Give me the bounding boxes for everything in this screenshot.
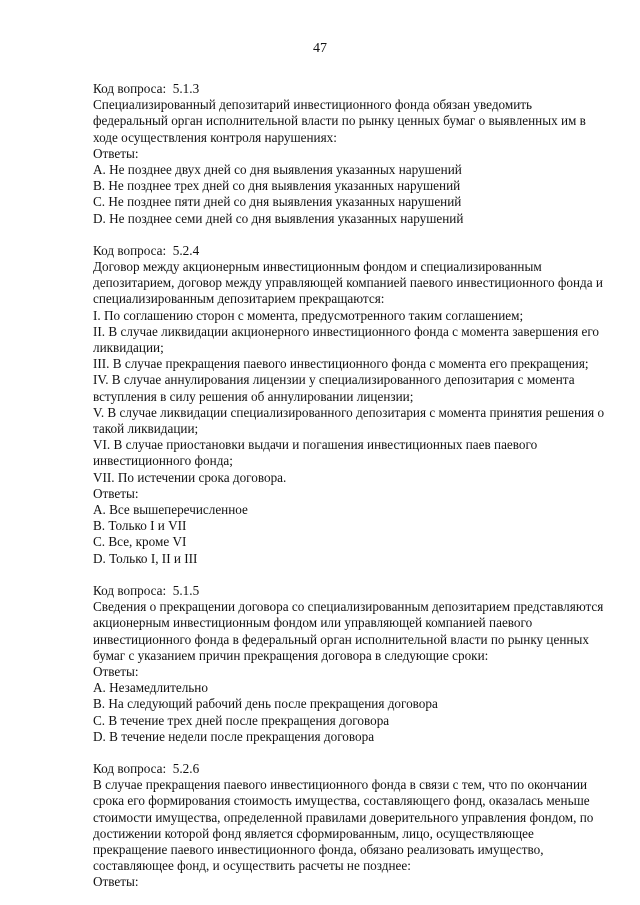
- question-text-line: достижении которой фонд является сформированным, лицо, осуществляющее: [93, 825, 534, 841]
- block-spacer: [93, 227, 605, 243]
- question-code: Код вопроса: 5.2.4: [93, 242, 200, 258]
- question-block: [93, 583, 605, 745]
- question-text-line: Специализированный депозитарий инвестиционного фонда обязан уведомить: [93, 97, 533, 113]
- answers-label: Ответы:: [93, 874, 139, 890]
- question-code: Код вопроса: 5.1.5: [93, 582, 200, 598]
- question-text-line: Сведения о прекращении договора со специализированным депозитарием представляются: [93, 599, 604, 615]
- question-text-line: ликвидации;: [93, 340, 164, 356]
- question-block: [93, 81, 605, 227]
- answer-option: A. Не позднее двух дней со дня выявления указанных нарушений: [93, 162, 462, 178]
- question-text-line: II. В случае ликвидации акционерного инвестиционного фонда с момента завершения его: [93, 323, 599, 339]
- answers-label: Ответы:: [93, 145, 139, 161]
- question-code: Код вопроса: 5.2.6: [93, 760, 200, 776]
- answer-option: C. Не позднее пяти дней со дня выявления указанных нарушений: [93, 194, 462, 210]
- answer-option: D. Не позднее семи дней со дня выявления указанных нарушений: [93, 210, 464, 226]
- block-spacer: [93, 567, 605, 583]
- question-text-line: V. В случае ликвидации специализированного депозитария с момента принятия решения о: [93, 404, 605, 420]
- question-text-line: IV. В случае аннулирования лицензии у специализированного депозитария с момента: [93, 372, 575, 388]
- answers-label: Ответы:: [93, 485, 139, 501]
- question-text-line: В случае прекращения паевого инвестиционного фонда в связи с тем, что по окончании: [93, 777, 588, 793]
- question-text-line: VII. По истечении срока договора.: [93, 469, 287, 485]
- question-text-line: вступления в силу решения об аннулировании лицензии;: [93, 388, 414, 404]
- page-number: 47: [313, 41, 327, 56]
- answer-option: B. Только I и VII: [93, 518, 187, 534]
- question-text-line: I. По соглашению сторон с момента, предусмотренного таким соглашением;: [93, 307, 524, 323]
- question-text-line: составляющее фонд, и осуществить расчеты не позднее:: [93, 858, 411, 874]
- question-text-line: инвестиционного фонда в федеральный орган исполнительной власти по рынку ценных: [93, 631, 589, 647]
- question-block: [93, 243, 605, 567]
- answer-option: A. Незамедлительно: [93, 680, 208, 696]
- question-text-line: бумаг с указанием причин прекращения договора в следующие сроки:: [93, 647, 489, 663]
- answer-option: C. Все, кроме VI: [93, 534, 187, 550]
- question-text-line: Договор между акционерным инвестиционным фондом и специализированным: [93, 259, 542, 275]
- question-text-line: III. В случае прекращения паевого инвестиционного фонда с момента его прекращения;: [93, 356, 589, 372]
- question-text-line: такой ликвидации;: [93, 421, 199, 437]
- answers-label: Ответы:: [93, 663, 139, 679]
- document-content: [93, 81, 605, 891]
- answer-option: B. На следующий рабочий день после прекращения договора: [93, 696, 438, 712]
- answer-option: A. Все вышеперечисленное: [93, 502, 248, 518]
- answer-option: B. Не позднее трех дней со дня выявления указанных нарушений: [93, 178, 461, 194]
- block-spacer: [93, 745, 605, 761]
- answer-option: D. Только I, II и III: [93, 550, 198, 566]
- question-text-line: акционерным инвестиционным фондом или управляющей компанией паевого: [93, 615, 533, 631]
- question-text-line: стоимости имущества, определенной правилами доверительного управления фондом, по: [93, 809, 594, 825]
- answer-option: D. В течение недели после прекращения договора: [93, 728, 375, 744]
- question-text-line: инвестиционного фонда;: [93, 453, 233, 469]
- question-text-line: депозитарием, договор между управляющей компанией паевого инвестиционного фонда и: [93, 275, 603, 291]
- question-text-line: ходе осуществления контроля нарушениях:: [93, 129, 337, 145]
- answer-option: C. В течение трех дней после прекращения договора: [93, 712, 390, 728]
- question-text-line: прекращение паевого инвестиционного фонда, обязано реализовать имущество,: [93, 841, 544, 857]
- question-code: Код вопроса: 5.1.3: [93, 81, 200, 96]
- question-block: [93, 761, 605, 891]
- question-text-line: срока его формирования стоимость имущества, составляющего фонд, оказалась меньше: [93, 793, 590, 809]
- question-text-line: специализированным депозитарием прекращаются:: [93, 291, 385, 307]
- question-text-line: VI. В случае приостановки выдачи и погашения инвестиционных паев паевого: [93, 437, 538, 453]
- question-text-line: федеральный орган исполнительной власти по рынку ценных бумаг о выявленных им в: [93, 113, 586, 129]
